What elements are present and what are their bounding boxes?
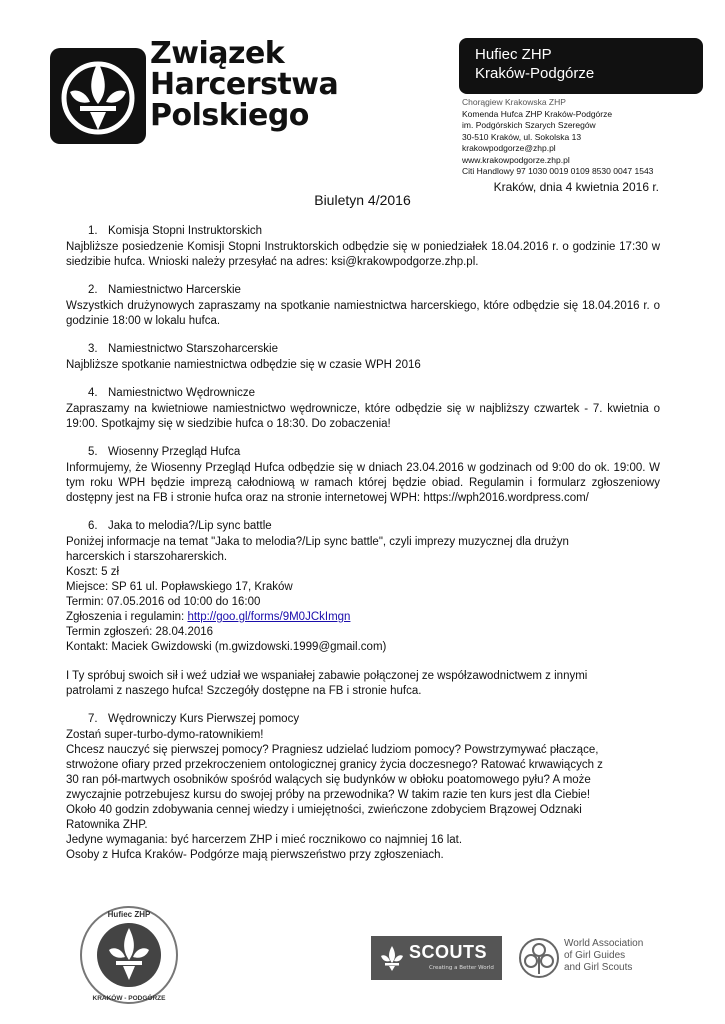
bulletin-title: Biuletyn 4/2016	[314, 192, 411, 208]
section-text: I Ty spróbuj swoich sił i weź udział we wspaniałej zabawie połączonej ze współzawodnictwem z innymi	[66, 670, 588, 682]
section-text: Jedyne wymagania: być harcerzem ZHP i mieć rocznikowo co najmniej 16 lat.	[66, 834, 463, 846]
section	[66, 283, 660, 329]
section	[66, 342, 660, 373]
bulletin-content	[66, 224, 660, 876]
logo-line-1: Związek	[150, 36, 285, 71]
section	[66, 445, 660, 506]
registration-label: Zgłoszenia i regulamin:	[66, 611, 188, 623]
contact-block	[462, 97, 653, 178]
contact-line: Chorągiew Krakowska ZHP	[462, 97, 566, 107]
section-text: Zostań super-turbo-dymo-ratownikiem!	[66, 729, 264, 741]
contact-email: krakowpodgorze@zhp.pl	[462, 143, 556, 153]
section-title: 2. Namiestnictwo Harcerskie	[88, 284, 241, 296]
section-text: Około 40 godzin zdobywania cennej wiedzy i umiejętności, zwieńczone zdobyciem Brązowej Odznaki	[66, 804, 582, 816]
section-lip-sync	[66, 519, 660, 699]
hufiec-badge-icon	[78, 894, 180, 1016]
section-text: 30 ran pół-martwych osobników spośród walących się budynków w obłoku poatomowego pyłu? A może	[66, 774, 591, 786]
unit-line-1: Hufiec ZHP	[475, 46, 552, 63]
section-body: Informujemy, że Wiosenny Przegląd Hufca odbędzie się w dniach 23.04.2016 w godzinach od 9:00 do ok. 19:00. W tym roku WPH będzie imprezą całodniową w ramach której będzie obiad. Regulamin i formularz zgłoszeniowy dostępny jest na FB i stronie hufca oraz na stronie internetowej WPH: https://wph2016.wordpress.com/	[66, 462, 660, 504]
scouts-logo	[371, 936, 502, 980]
registration-line	[66, 610, 660, 625]
contact-line: 30-510 Kraków, ul. Sokolska 13	[462, 131, 582, 142]
zhp-logo	[50, 38, 340, 148]
section-text: patrolami z naszego hufca! Szczegóły dostępne na FB i stronie hufca.	[66, 685, 422, 697]
wagggs-trefoil-icon	[518, 936, 560, 980]
section-text: zwyczajnie potrzebujesz kursu do swojej próby na przewodnika? W takim razie ten kurs jest dla Ciebie!	[66, 789, 591, 801]
scouts-tagline: Creating a Better World	[429, 965, 494, 971]
section-text: Ratownika ZHP.	[66, 819, 148, 831]
section-text: Poniżej informacje na temat "Jaka to melodia?/Lip sync battle", czyli imprezy muzycznej dla drużyn	[66, 536, 569, 548]
section-title: 1. Komisja Stopni Instruktorskich	[88, 225, 263, 237]
place-text: Miejsce: SP 61 ul. Popławskiego 17, Kraków	[66, 581, 293, 593]
scouts-fleur-icon	[379, 944, 405, 972]
registration-link[interactable]: http://goo.gl/forms/9M0JCkImgn	[187, 611, 351, 623]
unit-name-box	[459, 38, 703, 94]
section-body: Zapraszamy na kwietniowe namiestnictwo wędrownicze, które odbędzie się w najbliższy czwartek - 7. kwietnia o 19:00. Spotkajmy się w siedzibie hufca o 18:30. Do zobaczenia!	[66, 403, 660, 430]
section-text: harcerskich i starszoharerskich.	[66, 551, 228, 563]
wagggs-line: World Association	[564, 938, 644, 949]
section-text: Osoby z Hufca Kraków- Podgórze mają pierwszeństwo przy zgłoszeniach.	[66, 849, 444, 861]
contact-bank: Citi Handlowy 97 1030 0019 0109 8530 0047 1543	[462, 166, 654, 176]
contact-website: www.krakowpodgorze.zhp.pl	[462, 154, 570, 165]
contact-line: im. Podgórskich Szarych Szeregów	[462, 120, 596, 130]
section-body: Najbliższe spotkanie namiestnictwa odbędzie się w czasie WPH 2016	[66, 359, 421, 371]
logo-line-2: Harcerstwa	[150, 67, 339, 102]
badge-top-text: Hufiec ZHP	[107, 910, 151, 919]
footer-logos	[0, 880, 725, 1020]
term-text: Termin: 07.05.2016 od 10:00 do 16:00	[66, 596, 261, 608]
section-body: Najbliższe posiedzenie Komisji Stopni Instruktorskich odbędzie się w poniedziałek 18.04.2016 r. o godzinie 17:30 w siedzibie hufca. Wnioski należy przesyłać na adres: ksi@krakowpodgorze.zhp.pl.	[66, 241, 660, 268]
section	[66, 386, 660, 432]
deadline-text: Termin zgłoszeń: 28.04.2016	[66, 626, 214, 638]
unit-line-2: Kraków-Podgórze	[475, 65, 595, 82]
section-text: Chcesz nauczyć się pierwszej pomocy? Pragniesz udzielać ludziom pomocy? Powstrzymywać płaczące,	[66, 744, 599, 756]
section-title: 7. Wędrowniczy Kurs Pierwszej pomocy	[88, 713, 300, 725]
contact-line: Komenda Hufca ZHP Kraków-Podgórze	[462, 108, 613, 119]
wagggs-logo	[518, 936, 678, 984]
badge-bottom-text: KRAKÓW - PODGÓRZE	[92, 995, 166, 1002]
section-title: 4. Namiestnictwo Wędrownicze	[88, 387, 255, 399]
contact-text: Kontakt: Maciek Gwizdowski (m.gwizdowski.1999@gmail.com)	[66, 641, 387, 653]
scouts-wordmark: SCOUTS	[409, 942, 488, 962]
section-title: 3. Namiestnictwo Starszoharcerskie	[88, 343, 279, 355]
section-body: Wszystkich drużynowych zapraszamy na spotkanie namiestnictwa harcerskiego, które odbędzie się 18.04.2016 r. o godzinie 18:00 w lokalu hufca.	[66, 300, 660, 327]
wagggs-line: and Girl Scouts	[564, 962, 633, 973]
cost-text: Koszt: 5 zł	[66, 566, 120, 578]
logo-line-3: Polskiego	[150, 98, 309, 133]
wagggs-line: of Girl Guides	[564, 950, 626, 961]
zhp-lily-icon	[50, 48, 146, 144]
document-date: Kraków, dnia 4 kwietnia 2016 r.	[493, 180, 659, 194]
section-text: strwożone ofiary przed przekroczeniem ontologicznej granicy życia doczesnego? Ratować krwawiących z	[66, 759, 603, 771]
section-title: 6. Jaka to melodia?/Lip sync battle	[88, 520, 272, 532]
section	[66, 224, 660, 270]
section-first-aid	[66, 712, 660, 863]
section-title: 5. Wiosenny Przegląd Hufca	[88, 446, 241, 458]
